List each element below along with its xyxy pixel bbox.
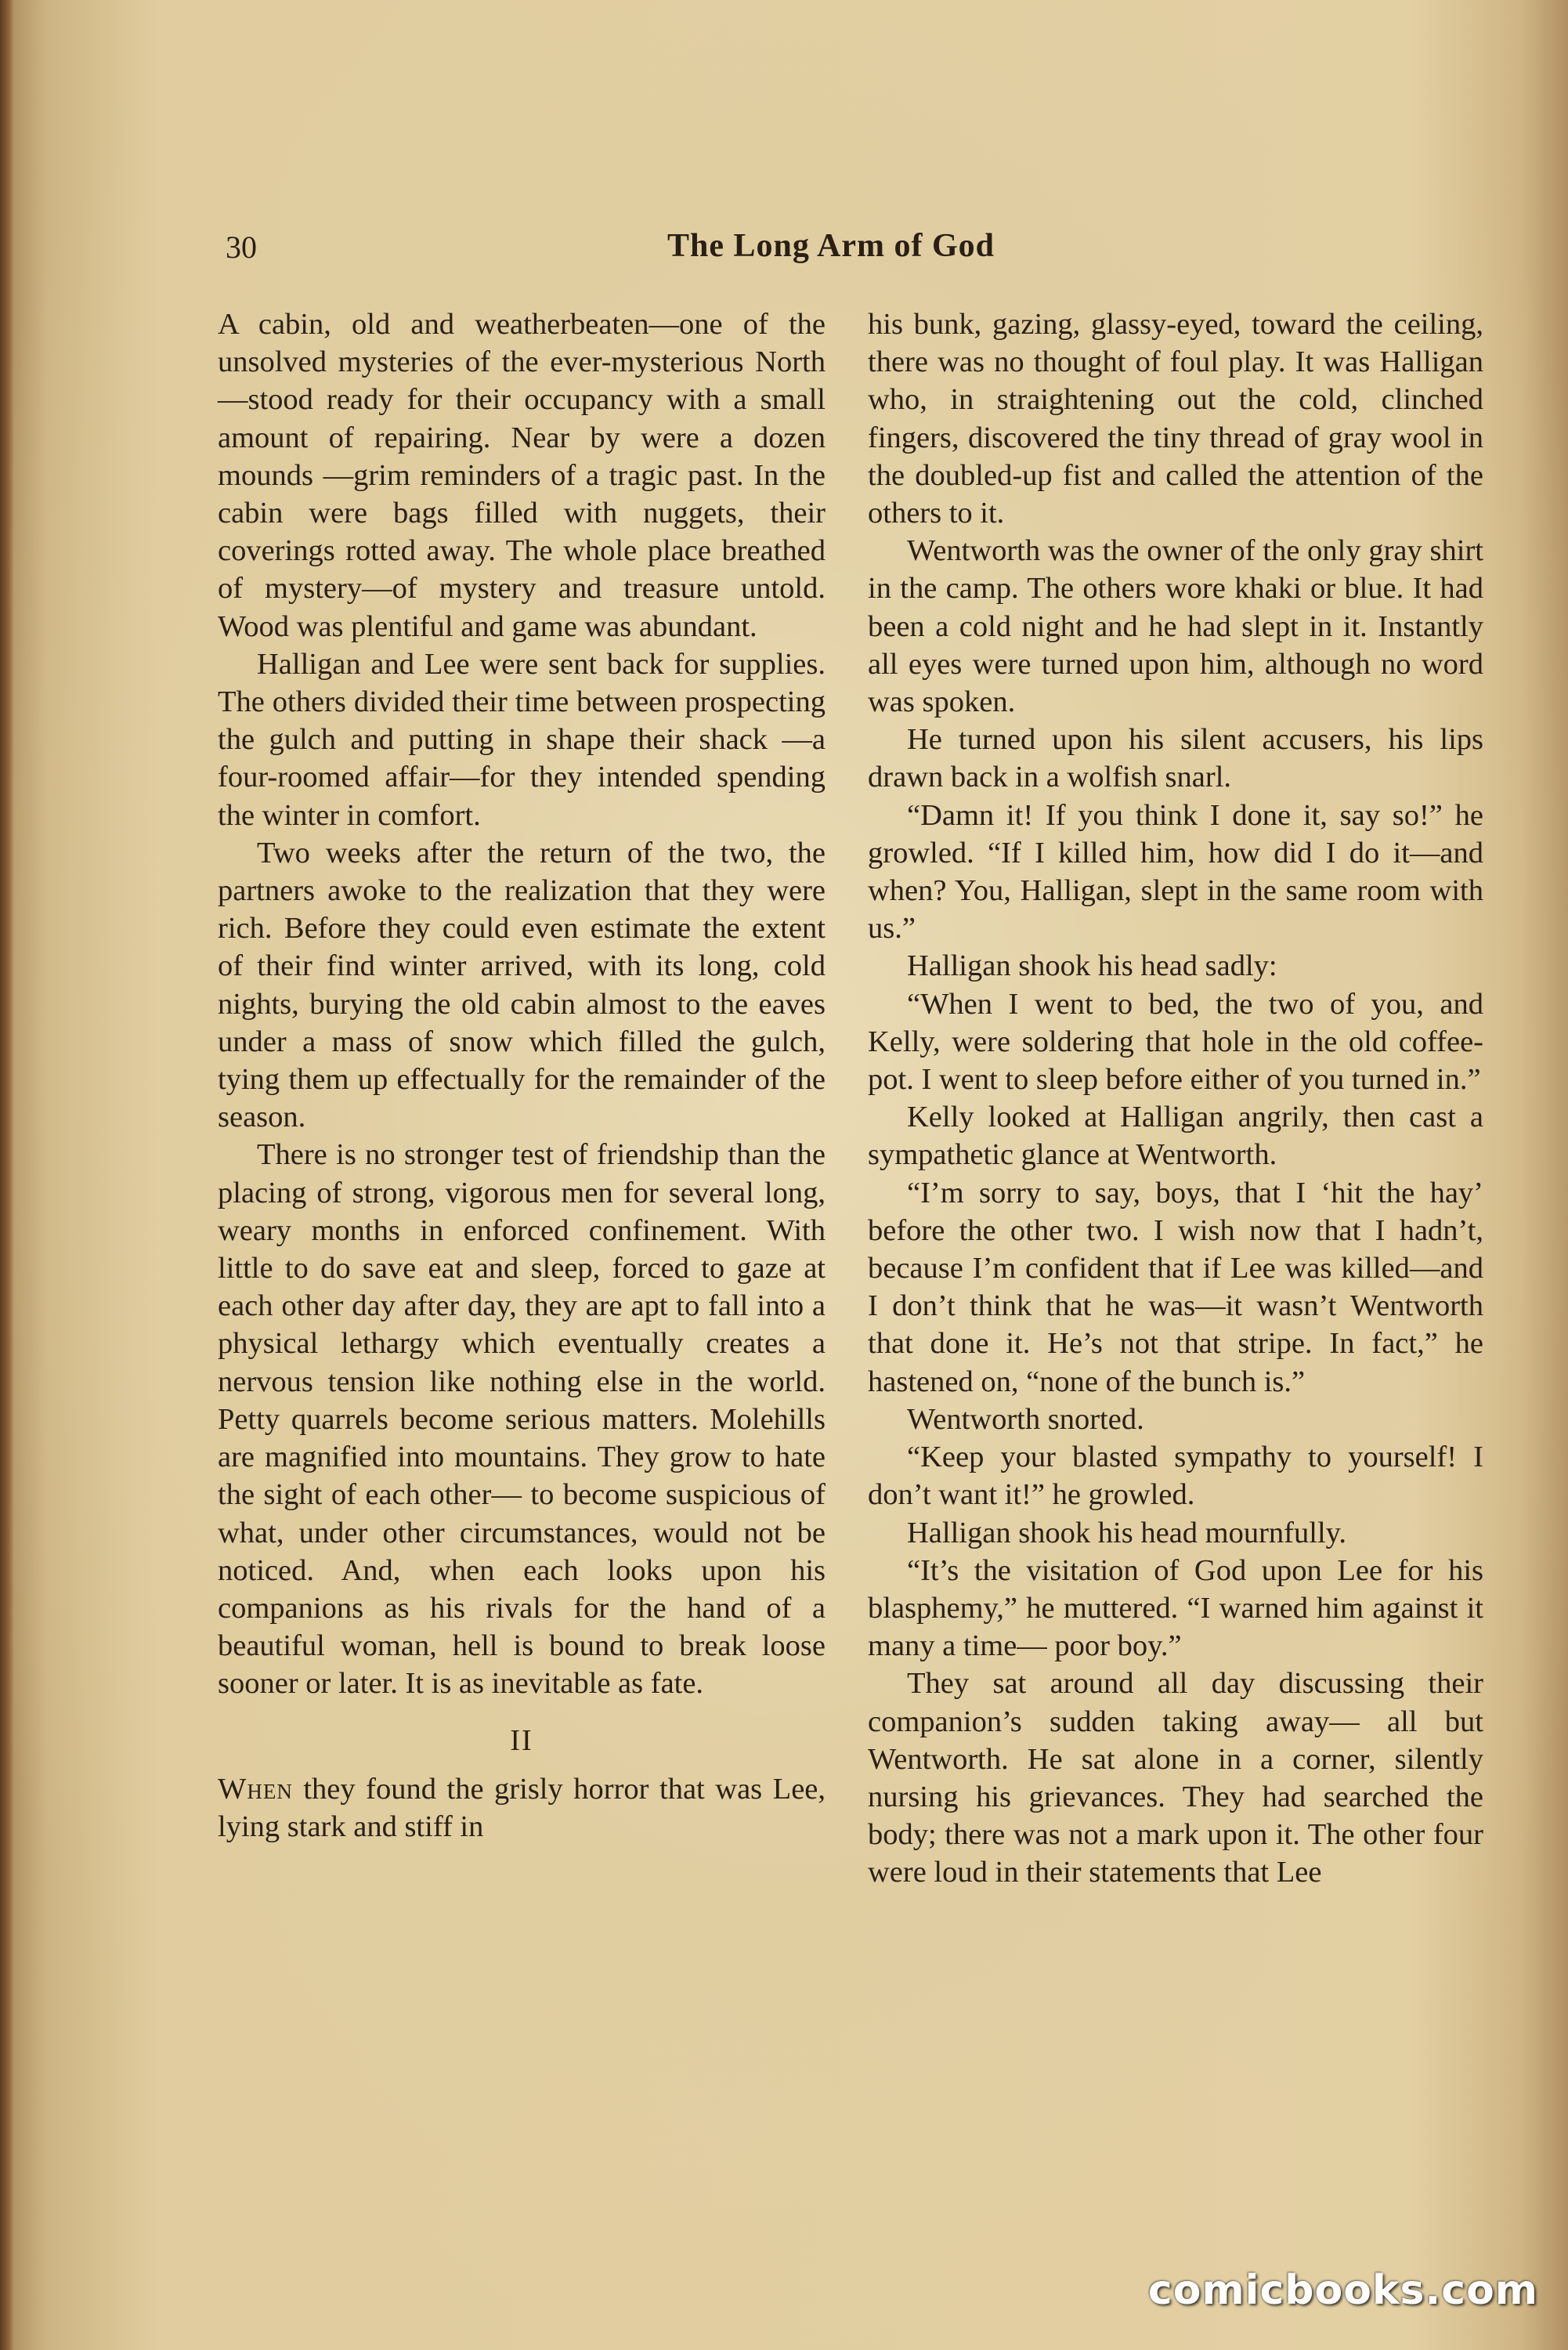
paragraph: his bunk, gazing, glassy-eyed, toward the ceiling, there was no thought of foul play. It was Halligan who, in straightening out the cold, clinched fingers, discovered the tiny thread of gray wool in the doubled-up fist and called the attention of the others to it. (868, 308, 1483, 530)
paragraph: Halligan shook his head mournfully. (907, 1516, 1347, 1549)
paragraph: Halligan shook his head sadly: (907, 949, 1277, 983)
paragraph: “I’m sorry to say, boys, that I ‘hit the hay’ before the other two. I wish now that I hadn’t, because I’m confident that if Lee was killed—and I don’t think that he was—it wasn’t Wentworth that done it. He’s not that stripe. In fact,” he hastened on, “none of the bunch is.” (868, 1176, 1483, 1398)
paragraph: Two weeks after the return of the two, the partners awoke to the realization that they were rich. Before they could even estimate the extent of their find winter arrived, with its long, cold nights, burying the old cabin almost to the eaves under a mass of snow which filled the gulch, tying them up effectually for the remainder of the season. (218, 836, 826, 1134)
paragraph: He turned upon his silent accusers, his lips drawn back in a wolfish snarl. (868, 723, 1483, 794)
paragraph: Wentworth was the owner of the only gray shirt in the camp. The others wore khaki or blue. It had been a cold night and he had slept in it. Instantly all eyes were turned upon him, although no word was spoken. (868, 534, 1483, 719)
paragraph: They sat around all day discussing their companion’s sudden taking away— all but Wentworth. He sat alone in a corner, silently nursing his grievances. They had searched the body; there was not a mark upon it. The other four were loud in their statements that Lee (868, 1667, 1483, 1889)
paragraph: A cabin, old and weatherbeaten—one of the unsolved mysteries of the ever-mysterious North—stood ready for their occupancy with a small amount of repairing. Near by were a dozen mounds —grim reminders of a tragic past. In the cabin were bags filled with nuggets, their coverings rotted away. The whole place breathed of mystery—of mystery and treasure untold. Wood was plentiful and game was abundant. (218, 308, 826, 643)
left-text-column (218, 306, 826, 1846)
paragraph: “When I went to bed, the two of you, and Kelly, were soldering that hole in the old coffee-pot. I went to sleep before either of you turned in.” (868, 987, 1483, 1097)
page-spine-shadow (0, 0, 14, 2350)
section-number: II (510, 1723, 533, 1757)
section-opening-text: they found the grisly horror that was Lee, lying stark and stiff in (218, 1772, 826, 1843)
site-watermark: comicbooks.com (1147, 2267, 1538, 2314)
right-text-column (868, 306, 1483, 1892)
paragraph: “Damn it! If you think I done it, say so!” he growled. “If I killed him, how did I do it—and when? You, Halligan, slept in the same room with us.” (868, 798, 1483, 945)
paragraph: Halligan and Lee were sent back for supplies. The others divided their time between prospecting the gulch and putting in shape their shack —a four-roomed affair—for they intended spending the winter in comfort. (218, 647, 826, 832)
section-opening-word: When (218, 1772, 293, 1806)
page-number: 30 (226, 230, 257, 265)
running-head-title: The Long Arm of God (667, 228, 995, 264)
paragraph: “It’s the visitation of God upon Lee for his blasphemy,” he muttered. “I warned him against it many a time— poor boy.” (868, 1553, 1483, 1663)
section-opening-paragraph (218, 1770, 826, 1846)
paragraph: Wentworth snorted. (907, 1402, 1144, 1436)
paragraph: Kelly looked at Halligan angrily, then cast a sympathetic glance at Wentworth. (868, 1101, 1483, 1172)
paragraph: “Keep your blasted sympathy to yourself! I don’t want it!” he growled. (868, 1441, 1483, 1512)
paragraph: There is no stronger test of friendship than the placing of strong, vigorous men for several long, weary months in enforced confinement. With little to do save eat and sleep, forced to gaze at each other day after day, they are apt to fall into a physical lethargy which eventually creates a nervous tension like nothing else in the world. Petty quarrels become serious matters. Molehills are magnified into mountains. They grow to hate the sight of each other— to become suspicious of what, under other circumstances, would not be noticed. And, when each looks upon his companions as his rivals for the hand of a beautiful woman, hell is bound to break loose sooner or later. It is as inevitable as fate. (218, 1138, 826, 1701)
